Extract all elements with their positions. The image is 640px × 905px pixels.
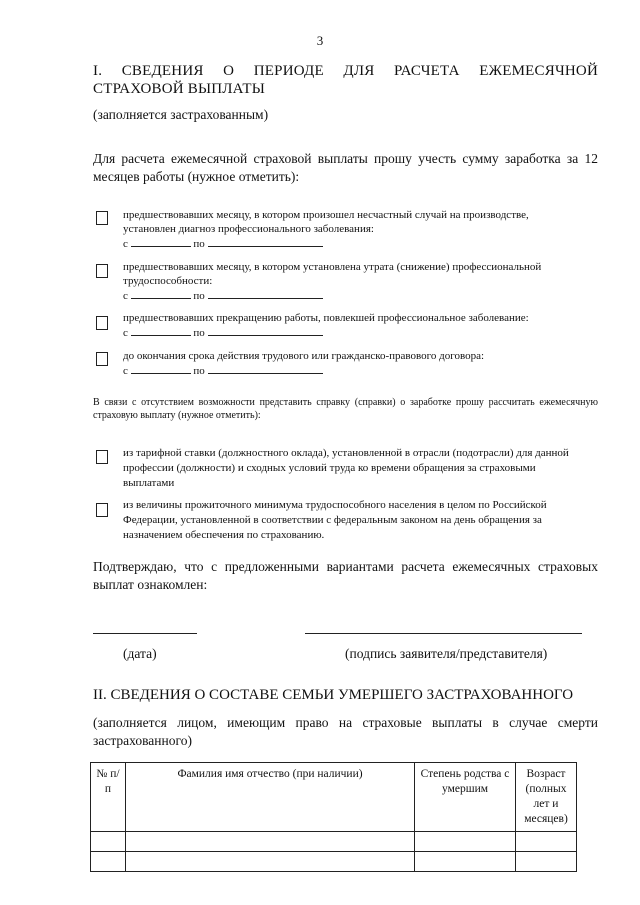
option4-from-field[interactable] <box>131 363 191 374</box>
table-row <box>91 832 577 852</box>
signature-line[interactable] <box>305 632 582 634</box>
absence-text: В связи с отсутствием возможности представить справку (справки) о заработке прошу рассчитать ежемесячную страховую выплату (нужное отметить): <box>93 397 598 421</box>
option4-text: до окончания срока действия трудового или гражданско-правового договора: <box>123 350 485 362</box>
section2-title: II. СВЕДЕНИЯ О СОСТАВЕ СЕМЬИ УМЕРШЕГО ЗАСТРАХОВАННОГО <box>93 687 574 703</box>
absence-option1-text: из тарифной ставки (должностного оклада), установленной в отрасли (подотрасли) для данной профессии (должности) и сходных условий труда ко времени обращения за страховыми выплатами <box>123 447 569 489</box>
table-row <box>91 852 577 872</box>
family-table <box>90 762 577 872</box>
option1-from-field[interactable] <box>131 236 191 247</box>
option2-text: предшествовавших месяцу, в котором установлена утрата (снижение) профессиональной трудоспособности: <box>123 261 542 287</box>
option3-period: с по <box>123 325 323 340</box>
option4-checkbox[interactable] <box>96 352 108 366</box>
table-cell[interactable] <box>415 852 516 872</box>
option3-checkbox[interactable] <box>96 316 108 330</box>
table-cell[interactable] <box>516 852 577 872</box>
option4-to-field[interactable] <box>208 363 323 374</box>
header-number: № п/п <box>91 763 126 832</box>
option1-to-field[interactable] <box>208 236 323 247</box>
table-cell[interactable] <box>126 852 415 872</box>
signature-label: (подпись заявителя/представителя) <box>345 646 548 661</box>
option2-checkbox[interactable] <box>96 264 108 278</box>
option1-text: предшествовавших месяцу, в котором произошел несчастный случай на производстве, установлен диагноз профессионального заболевания: <box>123 209 529 235</box>
option2-period: с по <box>123 288 323 303</box>
option3-text: предшествовавших прекращению работы, повлекшей профессиональное заболевание: <box>123 312 529 324</box>
table-cell[interactable] <box>126 832 415 852</box>
option1-period: с по <box>123 236 323 251</box>
option2-from-field[interactable] <box>131 288 191 299</box>
page-number: 3 <box>316 33 324 48</box>
option2-to-field[interactable] <box>208 288 323 299</box>
option3-from-field[interactable] <box>131 325 191 336</box>
table-header-row <box>91 763 577 832</box>
absence-option1-checkbox[interactable] <box>96 450 108 464</box>
request-text: Для расчета ежемесячной страховой выплаты прошу учесть сумму заработка за 12 месяцев работы (нужное отметить): <box>93 151 598 184</box>
header-name: Фамилия имя отчество (при наличии) <box>126 763 415 832</box>
absence-option2-text: из величины прожиточного минимума трудоспособного населения в целом по Российской Федерации, установленной в соответствии с федеральным законом на день обращения за назначением обеспечения по страхованию. <box>123 499 547 541</box>
date-label: (дата) <box>123 646 157 661</box>
section1-title: I. СВЕДЕНИЯ О ПЕРИОДЕ ДЛЯ РАСЧЕТА ЕЖЕМЕСЯЧНОЙ СТРАХОВОЙ ВЫПЛАТЫ <box>93 63 598 97</box>
option1-checkbox[interactable] <box>96 211 108 225</box>
table-cell[interactable] <box>91 832 126 852</box>
date-line[interactable] <box>93 632 197 634</box>
section1-note: (заполняется застрахованным) <box>93 107 269 122</box>
table-cell[interactable] <box>415 832 516 852</box>
section2-note: (заполняется лицом, имеющим право на страховые выплаты в случае смерти застрахованного) <box>93 715 598 748</box>
option4-period: с по <box>123 363 323 378</box>
absence-option2-checkbox[interactable] <box>96 503 108 517</box>
header-age: Возраст (полных лет и месяцев) <box>516 763 577 832</box>
confirm-text: Подтверждаю, что с предложенными вариантами расчета ежемесячных страховых выплат ознакомлен: <box>93 559 598 592</box>
table-cell[interactable] <box>91 852 126 872</box>
header-relation: Степень родства с умершим <box>415 763 516 832</box>
table-cell[interactable] <box>516 832 577 852</box>
option3-to-field[interactable] <box>208 325 323 336</box>
